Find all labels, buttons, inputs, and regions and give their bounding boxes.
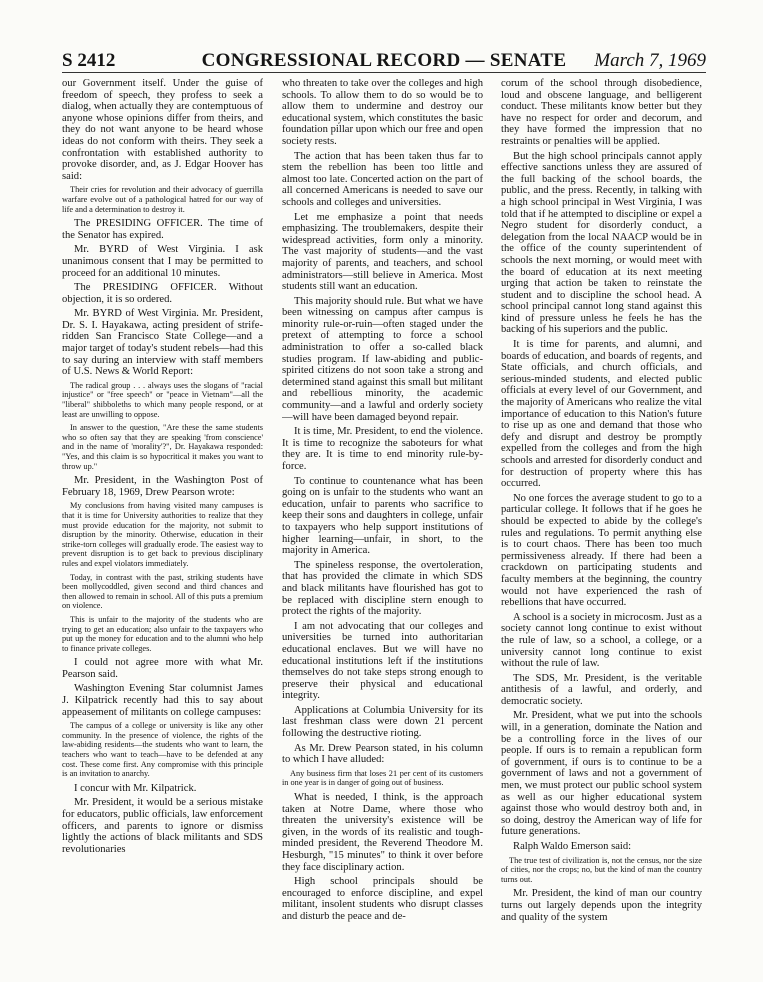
paragraph: Mr. President, it would be a serious mistake for educators, public officials, law enforcement officers, and parents to ignore or dismiss lightly the actions of black militants and SDS revolutionaries — [62, 797, 263, 855]
paragraph: It is time for parents, and alumni, and boards of education, and boards of regents, and State officials, and church officials, and serious-minded students, and elected public officials at every level of our Government, and the majority of Americans who realize the vital importance of education to this Nation's future to rise up as one and demand that those who defy and disrupt and destroy be promptly expelled from the colleges and from the high schools and arrested for disorderly conduct and for destruction of property where this has occurred. — [501, 339, 702, 490]
paragraph: I could not agree more with what Mr. Pearson said. — [62, 657, 263, 680]
block-quote: This is unfair to the majority of the students who are trying to get an education; also unfair to the taxpayers who put up the money for education and to the alumni who help to finance private colleges. — [62, 614, 263, 653]
paragraph: A school is a society in microcosm. Just as a society cannot long continue to exist without the rule of law, so a school, a college, or a university cannot long continue to exist without the rule of law. — [501, 611, 702, 670]
paragraph: The PRESIDING OFFICER. Without objection, it is so ordered. — [62, 282, 263, 305]
paragraph: This majority should rule. But what we have been witnessing on campus after campus is minority rule-or-ruin—often staged under the pretext of attempting to force a school administration to offer a so-called black studies program. If law-abiding and public-spirited citizens do not soon take a strong and determined stand against this small but militant and rebellious minority, the academic community—and a lawful and orderly society—will have been damaged beyond repair. — [282, 295, 483, 423]
paragraph: who threaten to take over the colleges and high schools. To allow them to do so would be to allow them to undermine and destroy our educational system, which constitutes the basic foundation pillar upon which our free and open society rests. — [282, 78, 483, 147]
text-column-2 — [282, 78, 483, 926]
block-quote: Today, in contrast with the past, striking students have been mollycoddled, given second and third chances and then allowed to remain in school. All of this puts a premium on violence. — [62, 572, 263, 611]
paragraph: It is time, Mr. President, to end the violence. It is time to recognize the saboteurs for what they are. It is time to end minority rule-by-force. — [282, 426, 483, 472]
paragraph: Mr. President, in the Washington Post of February 18, 1969, Drew Pearson wrote: — [62, 475, 263, 498]
paragraph: Applications at Columbia University for its last freshman class were down 21 percent following the destructive rioting. — [282, 704, 483, 740]
paragraph: The action that has been taken thus far to stem the rebellion has been too little and almost too late. Concerted action on the part of all concerned Americans is needed to save our schools and colleges and universities. — [282, 150, 483, 208]
paragraph: Ralph Waldo Emerson said: — [513, 841, 632, 852]
paragraph: corum of the school through disobedience, loud and obscene language, and belligerent conduct. These militants know better but they have no respect for order and decorum, and they have formed the impression that no restraints or penalties will be applied. — [501, 78, 702, 147]
block-quote: The true test of civilization is, not the census, nor the size of cities, nor the crops; no, but the kind of man the country turns out. — [501, 855, 702, 884]
header-rule — [62, 72, 706, 73]
block-quote: The radical group . . . always uses the slogans of "racial injustice" or "free speech" or "peace in Vietnam"—all the "liberal" shibboleths to which many people respond, or at least are unwilling to oppose. — [62, 380, 263, 419]
block-quote: In answer to the question, "Are these the same students who so often say that they are speaking 'from conscience' and in the name of 'morality'?", Dr. Hayakawa responded: "Yes, and this claim is so hypocritical it makes you want to throw up." — [62, 423, 263, 471]
block-quote: My conclusions from having visited many campuses is that it is time for University authorities to realize that they must provide education for the majority, not submit to disruption by the minority. Otherwise, education in their strike-torn colleges will gradually erode. The easiest way to prevent disruption is to get back to previous disciplinary rules and expel violators immediately. — [62, 501, 263, 568]
paragraph: Mr. BYRD of West Virginia. I ask unanimous consent that I may be permitted to proceed for an additional 10 minutes. — [62, 244, 263, 279]
block-quote: Any business firm that loses 21 per cent of its customers in one year is in danger of going out of business. — [282, 768, 483, 788]
text-column-1 — [62, 78, 263, 858]
paragraph: No one forces the average student to go to a particular college. It follows that if he goes he should be expected to abide by the college's rules and regulations. To permit anything else is to court chaos. There has been too much permissiveness already. If there had been a crackdown on participating students and faculty members at the beginning, the country would not have experienced the rash of rebellions that have occurred. — [501, 492, 702, 609]
paragraph: High school principals should be encouraged to enforce discipline, and expel militant, insolent students who disrupt classes and disturb the peace and de- — [282, 876, 483, 922]
paragraph: Mr. President, what we put into the schools will, in a generation, dominate the Nation and be a controlling force in the lives of our people. If ours is to remain a republican form of government, if ours is to continue to be a government of laws and not a government of men, we must protect our public school system as well as our higher educational system against those who would destroy both and, in so doing, destroy the American way of life for future generations. — [501, 710, 702, 838]
paragraph: Mr. President, the kind of man our country turns out largely depends upon the integrity and quality of the system — [501, 888, 702, 923]
paragraph: I am not advocating that our colleges and universities be turned into authoritarian educational enclaves. But we will have no educational institutions left if the institutions themselves do not take steps strong enough to preserve their physical and educational integrity. — [282, 620, 483, 702]
text-column-3 — [501, 78, 702, 926]
block-quote: The campus of a college or university is like any other community. In the presence of violence, the rights of the law-abiding residents—the students who want to learn, the teachers who want to teach—have to be defended at any cost. These come first. Any compromise with this principle is an invitation to anarchy. — [62, 721, 263, 779]
paragraph: The SDS, Mr. President, is the veritable antithesis of a lawful, and orderly, and democratic society. — [501, 672, 702, 707]
paragraph: But the high school principals cannot apply effective sanctions unless they are assured of the full backing of the school boards, the public, and the press. Recently, in talking with a high school principal in West Virginia, I was told that if he attempted to discipline or expel a Negro student for disorderly conduct, a delegation from the local NAACP would be in the office of the county superintendent of schools the next morning, or would meet with the board of education at its next meeting urging that action be taken to reinstate the student and to discipline the school head. A school principal cannot long stand against this kind of pressure unless he feels he has the backing of his superiors and the public. — [501, 150, 702, 336]
paragraph: To continue to countenance what has been going on is unfair to the students who want an education, unfair to parents who sacrifice to keep their sons and daughters in college, unfair to taxpayers who help support institutions of higher learning—unfair, in short, to the majority in America. — [282, 475, 483, 557]
paragraph: Washington Evening Star columnist James J. Kilpatrick recently had this to say about appeasement of militants on college campuses: — [62, 683, 263, 718]
issue-date: March 7, 1969 — [594, 50, 706, 71]
paragraph: The spineless response, the overtoleration, that has provided the climate in which SDS and black militants have flourished has got to be replaced with discipline stern enough to protect the rights of the majority. — [282, 559, 483, 618]
block-quote: Their cries for revolution and their advocacy of guerrilla warfare evolve out of a pathological hatred for our way of life and a determination to destroy it. — [62, 185, 263, 214]
paragraph: What is needed, I think, is the approach taken at Notre Dame, where those who threaten the university's existence will be given, in the words of its realistic and tough-minded president, the Reverend Theodore M. Hesburgh, "15 minutes" to think it over before they face disciplinary action. — [282, 792, 483, 873]
paragraph: The PRESIDING OFFICER. The time of the Senator has expired. — [62, 218, 263, 241]
paragraph: I concur with Mr. Kilpatrick. — [74, 782, 197, 794]
page-number: S 2412 — [62, 50, 116, 71]
paragraph: Let me emphasize a point that needs emphasizing. The troublemakers, despite their widespread activities, form only a minority. The vast majority of students—and the vast majority of parents, and teachers, and school administrators—still believe in America. Most students still want an education. — [282, 211, 483, 293]
paragraph: Mr. BYRD of West Virginia. Mr. President, Dr. S. I. Hayakawa, acting president of strife-ridden San Francisco State College—and a major target of today's student rebels—had this to say during an interview with staff members of U.S. News & World Report: — [62, 308, 263, 378]
publication-title: CONGRESSIONAL RECORD — SENATE — [201, 50, 567, 71]
paragraph: As Mr. Drew Pearson stated, in his column to which I have alluded: — [282, 742, 483, 766]
paragraph: our Government itself. Under the guise of freedom of speech, they profess to seek a dialog, when actually they are contemptuous of anyone whose opinions differ from theirs, and they do not want anyone to be heard whose ideas do not conform with theirs. They seek a confrontation with established authority to provoke disorder, and, as J. Edgar Hoover has said: — [62, 78, 263, 182]
